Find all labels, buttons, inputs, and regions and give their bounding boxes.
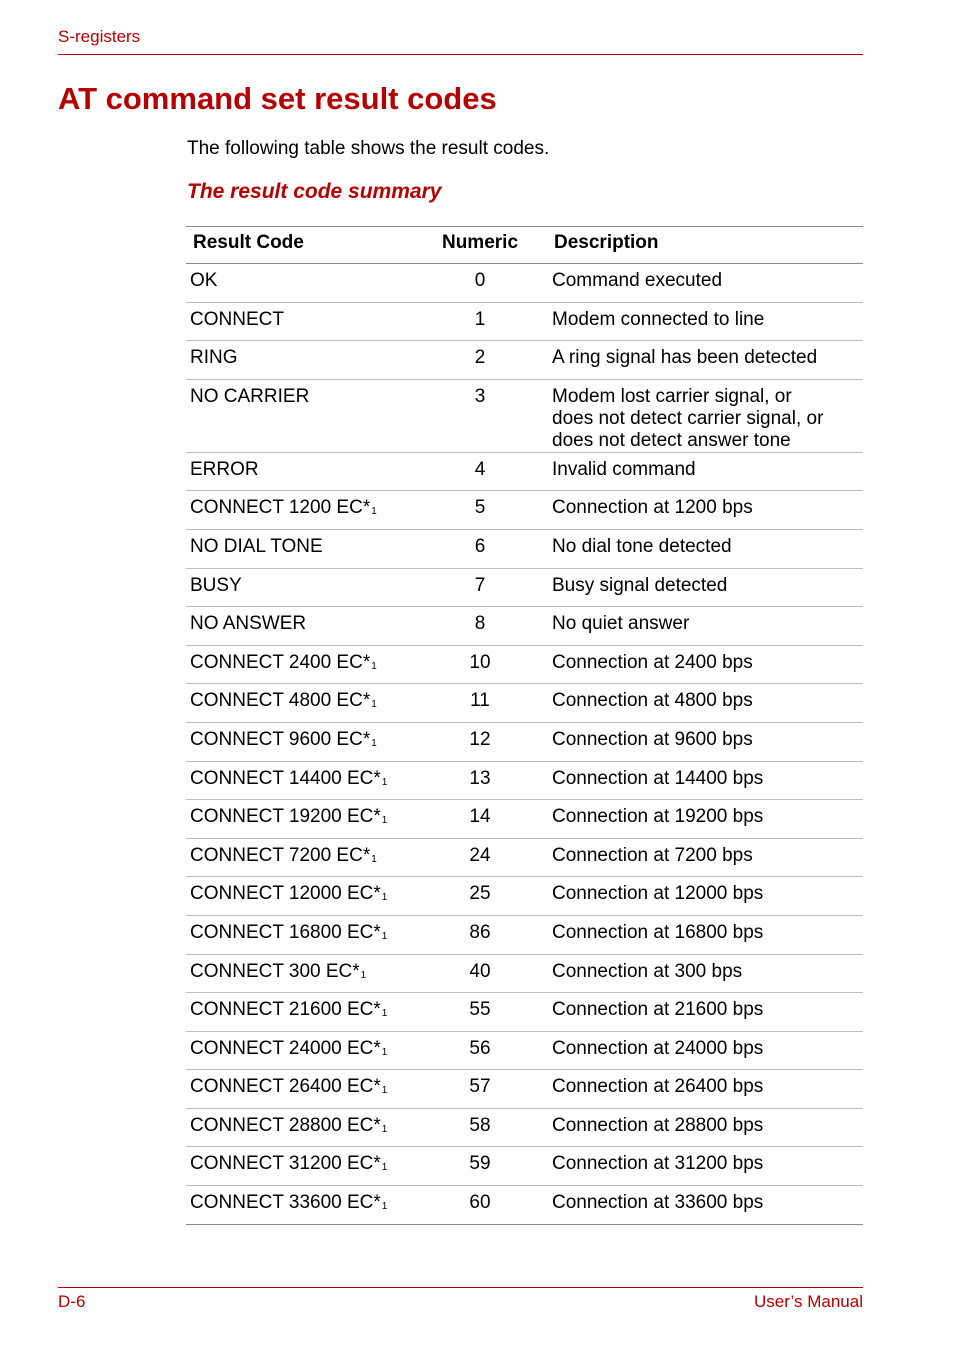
table-row xyxy=(186,877,863,916)
result-code-text: CONNECT 24000 EC* xyxy=(190,1037,381,1059)
result-code-text: NO DIAL TONE xyxy=(190,535,323,557)
manual-title: User’s Manual xyxy=(754,1292,863,1311)
footnote-marker: 1 xyxy=(381,1008,388,1020)
table-row xyxy=(186,954,863,993)
numeric-cell: 6 xyxy=(414,529,546,568)
footnote-marker: 1 xyxy=(381,892,388,904)
numeric-cell: 86 xyxy=(414,915,546,954)
table-row xyxy=(186,1147,863,1186)
result-code-cell xyxy=(186,877,414,916)
result-code-text: CONNECT xyxy=(190,308,284,330)
result-code-cell xyxy=(186,264,414,303)
table-row xyxy=(186,264,863,303)
table-row xyxy=(186,915,863,954)
result-code-text: CONNECT 4800 EC* xyxy=(190,690,371,712)
result-code-text: RING xyxy=(190,347,238,369)
description-cell: Connection at 21600 bps xyxy=(546,993,863,1032)
footnote-marker: 1 xyxy=(381,930,388,942)
description-cell: Connection at 300 bps xyxy=(546,954,863,993)
description-cell: Connection at 1200 bps xyxy=(546,491,863,530)
footnote-marker: 1 xyxy=(371,737,377,749)
result-code-cell xyxy=(186,645,414,684)
table-row xyxy=(186,761,863,800)
result-code-text: CONNECT 33600 EC* xyxy=(190,1192,381,1214)
description-cell: Connection at 19200 bps xyxy=(546,800,863,839)
result-code-text: CONNECT 9600 EC* xyxy=(190,728,371,750)
result-code-text: CONNECT 300 EC* xyxy=(190,960,360,982)
numeric-cell: 58 xyxy=(414,1108,546,1147)
numeric-cell: 8 xyxy=(414,607,546,646)
numeric-cell: 59 xyxy=(414,1147,546,1186)
table-title: The result code summary xyxy=(187,180,442,203)
result-code-text: CONNECT 12000 EC* xyxy=(190,883,381,905)
numeric-cell: 4 xyxy=(414,452,546,491)
numeric-cell: 40 xyxy=(414,954,546,993)
description-cell: Invalid command xyxy=(546,452,863,491)
result-code-text: CONNECT 31200 EC* xyxy=(190,1153,381,1175)
result-code-text: CONNECT 28800 EC* xyxy=(190,1114,381,1136)
result-code-text: CONNECT 1200 EC* xyxy=(190,497,371,519)
table-row xyxy=(186,838,863,877)
footnote-marker: 1 xyxy=(381,1162,388,1174)
result-code-cell xyxy=(186,993,414,1032)
numeric-cell: 10 xyxy=(414,645,546,684)
footnote-marker: 1 xyxy=(381,776,388,788)
table-row xyxy=(186,568,863,607)
result-code-cell xyxy=(186,341,414,380)
result-code-cell xyxy=(186,379,414,452)
description-cell: Connection at 14400 bps xyxy=(546,761,863,800)
result-code-cell xyxy=(186,568,414,607)
result-code-text: CONNECT 26400 EC* xyxy=(190,1076,381,1098)
page-number: D-6 xyxy=(58,1292,86,1311)
footer-rule xyxy=(58,1287,863,1288)
numeric-cell: 5 xyxy=(414,491,546,530)
description-cell: Connection at 26400 bps xyxy=(546,1070,863,1109)
result-code-cell xyxy=(186,302,414,341)
column-header-description: Description xyxy=(546,227,863,264)
result-code-cell xyxy=(186,838,414,877)
numeric-cell: 55 xyxy=(414,993,546,1032)
result-code-text: BUSY xyxy=(190,574,242,596)
numeric-cell: 57 xyxy=(414,1070,546,1109)
description-cell: Connection at 9600 bps xyxy=(546,722,863,761)
table-row xyxy=(186,1108,863,1147)
result-code-text: CONNECT 2400 EC* xyxy=(190,651,371,673)
result-code-text: ERROR xyxy=(190,458,259,480)
table-row xyxy=(186,302,863,341)
footnote-marker: 1 xyxy=(381,1046,388,1058)
column-header-numeric: Numeric xyxy=(414,227,546,264)
numeric-cell: 0 xyxy=(414,264,546,303)
table-row xyxy=(186,1031,863,1070)
description-cell xyxy=(546,379,863,452)
description-cell: Connection at 24000 bps xyxy=(546,1031,863,1070)
result-code-cell xyxy=(186,1186,414,1225)
result-code-cell xyxy=(186,529,414,568)
result-code-text: CONNECT 19200 EC* xyxy=(190,806,381,828)
result-code-cell xyxy=(186,491,414,530)
table-row xyxy=(186,722,863,761)
result-code-cell xyxy=(186,1031,414,1070)
result-code-text: NO ANSWER xyxy=(190,613,307,635)
result-code-cell xyxy=(186,954,414,993)
header-rule xyxy=(58,54,863,55)
intro-text: The following table shows the result codes. xyxy=(187,138,550,159)
table-row xyxy=(186,993,863,1032)
description-cell: No quiet answer xyxy=(546,607,863,646)
footnote-marker: 1 xyxy=(371,506,377,518)
description-line: Modem lost carrier signal, or xyxy=(552,385,792,407)
result-code-cell xyxy=(186,1108,414,1147)
table-row xyxy=(186,800,863,839)
result-code-text: NO CARRIER xyxy=(190,385,310,407)
result-codes-table xyxy=(186,226,863,1225)
result-code-text: CONNECT 16800 EC* xyxy=(190,921,381,943)
footnote-marker: 1 xyxy=(371,660,377,672)
numeric-cell: 3 xyxy=(414,379,546,452)
footnote-marker: 1 xyxy=(381,1085,388,1097)
description-line: does not detect answer tone xyxy=(552,429,791,451)
numeric-cell: 56 xyxy=(414,1031,546,1070)
description-cell: Busy signal detected xyxy=(546,568,863,607)
description-cell: Connection at 33600 bps xyxy=(546,1186,863,1225)
table-row xyxy=(186,1070,863,1109)
result-code-cell xyxy=(186,800,414,839)
description-cell: Modem connected to line xyxy=(546,302,863,341)
numeric-cell: 13 xyxy=(414,761,546,800)
result-code-cell xyxy=(186,452,414,491)
numeric-cell: 1 xyxy=(414,302,546,341)
description-cell: Command executed xyxy=(546,264,863,303)
footnote-marker: 1 xyxy=(381,1201,388,1213)
description-cell: Connection at 28800 bps xyxy=(546,1108,863,1147)
column-header-result-code: Result Code xyxy=(186,227,414,264)
numeric-cell: 14 xyxy=(414,800,546,839)
description-cell: No dial tone detected xyxy=(546,529,863,568)
description-cell: Connection at 7200 bps xyxy=(546,838,863,877)
table-row xyxy=(186,452,863,491)
table-row xyxy=(186,607,863,646)
numeric-cell: 7 xyxy=(414,568,546,607)
table-row xyxy=(186,645,863,684)
numeric-cell: 25 xyxy=(414,877,546,916)
table-header-row xyxy=(186,227,863,264)
table-row xyxy=(186,684,863,723)
description-cell: Connection at 12000 bps xyxy=(546,877,863,916)
description-cell: Connection at 2400 bps xyxy=(546,645,863,684)
result-code-cell xyxy=(186,915,414,954)
table-row xyxy=(186,1186,863,1225)
description-cell: A ring signal has been detected xyxy=(546,341,863,380)
footnote-marker: 1 xyxy=(381,815,388,827)
result-code-cell xyxy=(186,761,414,800)
footnote-marker: 1 xyxy=(381,1123,388,1135)
result-code-text: CONNECT 7200 EC* xyxy=(190,844,371,866)
footnote-marker: 1 xyxy=(371,853,377,865)
page-title: AT command set result codes xyxy=(58,81,497,116)
numeric-cell: 12 xyxy=(414,722,546,761)
result-code-cell xyxy=(186,722,414,761)
description-cell: Connection at 31200 bps xyxy=(546,1147,863,1186)
result-code-cell xyxy=(186,607,414,646)
numeric-cell: 24 xyxy=(414,838,546,877)
table-row xyxy=(186,491,863,530)
result-code-cell xyxy=(186,1147,414,1186)
numeric-cell: 11 xyxy=(414,684,546,723)
numeric-cell: 60 xyxy=(414,1186,546,1225)
description-cell: Connection at 16800 bps xyxy=(546,915,863,954)
result-code-cell xyxy=(186,1070,414,1109)
numeric-cell: 2 xyxy=(414,341,546,380)
table-row xyxy=(186,379,863,452)
result-code-text: OK xyxy=(190,270,218,291)
result-code-text: CONNECT 21600 EC* xyxy=(190,999,381,1021)
footnote-marker: 1 xyxy=(371,699,377,711)
result-code-text: CONNECT 14400 EC* xyxy=(190,767,381,789)
description-cell: Connection at 4800 bps xyxy=(546,684,863,723)
table-row xyxy=(186,529,863,568)
description-line: does not detect carrier signal, or xyxy=(552,407,824,429)
result-code-cell xyxy=(186,684,414,723)
table-row xyxy=(186,341,863,380)
running-head: S-registers xyxy=(58,27,141,46)
footnote-marker: 1 xyxy=(360,969,367,981)
